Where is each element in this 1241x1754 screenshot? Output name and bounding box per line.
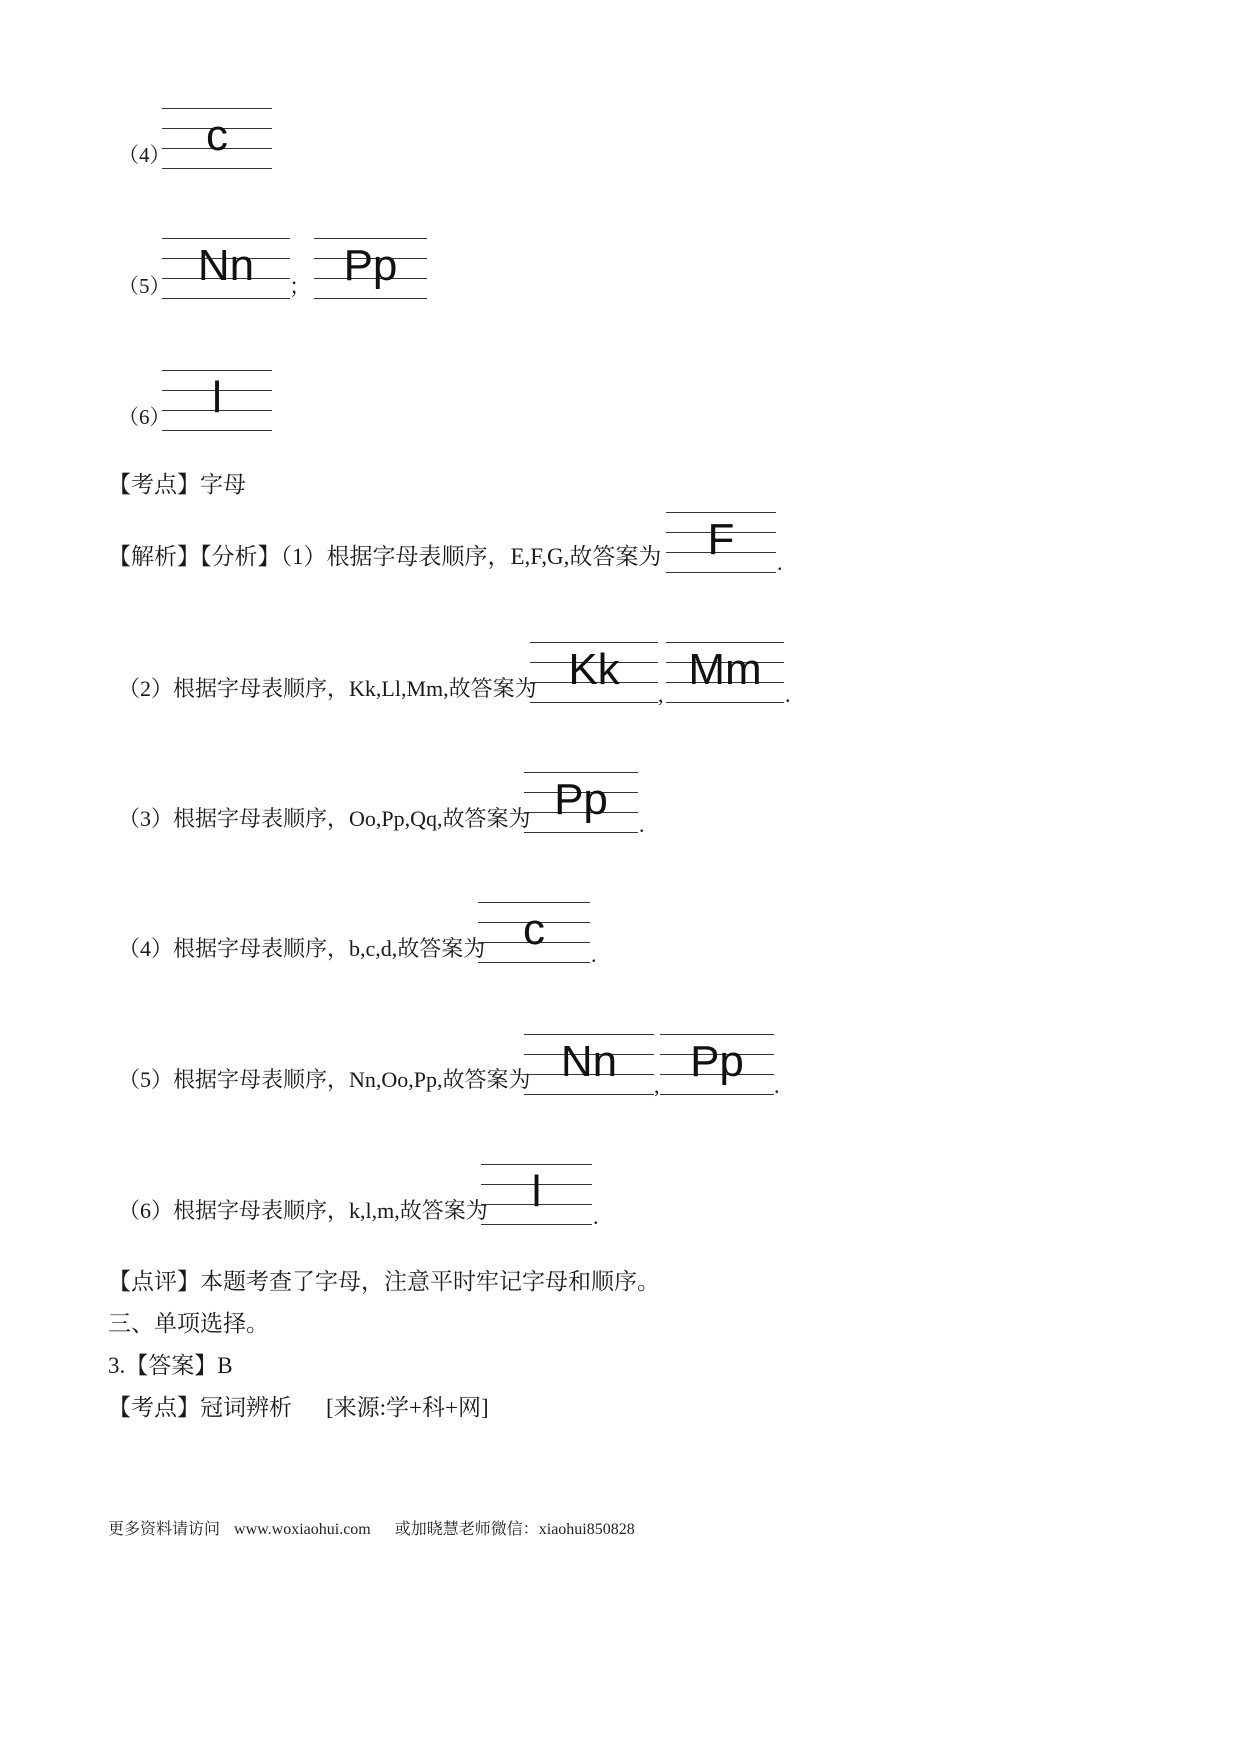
writing-box <box>524 772 638 834</box>
kaodian-tag: 【考点】 <box>108 1395 200 1420</box>
writing-box <box>524 1034 654 1096</box>
letter: Pp <box>554 775 608 824</box>
kaodian-text: 冠词辨析 <box>200 1395 292 1420</box>
jiexi-line-2: （2）根据字母表顺序，Kk,Ll,Mm,故答案为 <box>118 676 537 701</box>
kaodian-tag: 【考点】 <box>108 472 200 497</box>
footer-wechat: xiaohui850828 <box>538 1521 635 1538</box>
letter: Nn <box>197 241 255 290</box>
jiexi-line-6: （6）根据字母表顺序，k,l,m,故答案为 <box>118 1198 488 1223</box>
letter: Nn <box>560 1037 618 1086</box>
letter: l <box>212 373 222 422</box>
item-number: （5） <box>118 274 171 298</box>
jiexi-line-1 <box>108 544 661 570</box>
period: . <box>593 1204 599 1229</box>
writing-box <box>481 1164 592 1226</box>
section-title: 三、单项选择。 <box>108 1311 269 1336</box>
dianping-tag: 【点评】 <box>108 1269 200 1294</box>
kaodian2-line <box>108 1395 489 1421</box>
dianping-line <box>108 1269 660 1295</box>
kaodian-line <box>108 472 246 498</box>
writing-box <box>162 370 272 432</box>
item-number: （6） <box>118 405 171 429</box>
letter: c <box>523 905 545 954</box>
jiexi-line-5: （5）根据字母表顺序，Nn,Oo,Pp,故答案为 <box>118 1067 531 1092</box>
period: . <box>785 682 791 707</box>
period: . <box>777 550 783 575</box>
writing-box <box>162 238 290 300</box>
letter: Pp <box>343 241 398 290</box>
writing-box <box>660 1034 774 1096</box>
letter: l <box>531 1167 542 1216</box>
jiexi-tag: 【解析】【分析】 <box>108 544 281 569</box>
period: . <box>639 812 645 837</box>
period: . <box>591 942 597 967</box>
separator: , <box>658 682 664 707</box>
letter: F <box>707 515 735 564</box>
dianping-text: 本题考查了字母，注意平时牢记字母和顺序。 <box>200 1269 660 1294</box>
footer-middle: 或加晓慧老师微信： <box>394 1521 539 1538</box>
jiexi-line-3: （3）根据字母表顺序，Oo,Pp,Qq,故答案为 <box>118 806 531 831</box>
letter: c <box>206 111 228 160</box>
footer-prefix: 更多资料请访问 <box>108 1521 221 1538</box>
jiexi-text: （1）根据字母表顺序，E,F,G,故答案为 <box>280 544 662 569</box>
letter: Mm <box>688 645 762 694</box>
letter: Pp <box>690 1037 744 1086</box>
writing-box <box>666 642 784 704</box>
answer-value: B <box>217 1353 233 1378</box>
writing-box <box>162 108 272 170</box>
writing-box <box>530 642 658 704</box>
item-number: （4） <box>118 143 171 167</box>
letter: Kk <box>568 645 620 694</box>
writing-box <box>666 512 776 574</box>
answer-line <box>108 1353 233 1379</box>
source-note: [来源:学+科+网] <box>326 1395 489 1420</box>
kaodian-text: 字母 <box>200 472 246 497</box>
footer-site-link[interactable]: www.woxiaohui.com <box>234 1521 371 1538</box>
separator: , <box>654 1073 660 1098</box>
writing-box <box>314 238 427 300</box>
footer <box>108 1520 635 1540</box>
separator: ； <box>289 274 312 299</box>
question-number: 3. <box>108 1353 126 1378</box>
answer-tag: 【答案】 <box>125 1353 218 1378</box>
writing-box <box>478 902 590 964</box>
jiexi-line-4: （4）根据字母表顺序，b,c,d,故答案为 <box>118 936 486 961</box>
period: . <box>774 1073 780 1098</box>
